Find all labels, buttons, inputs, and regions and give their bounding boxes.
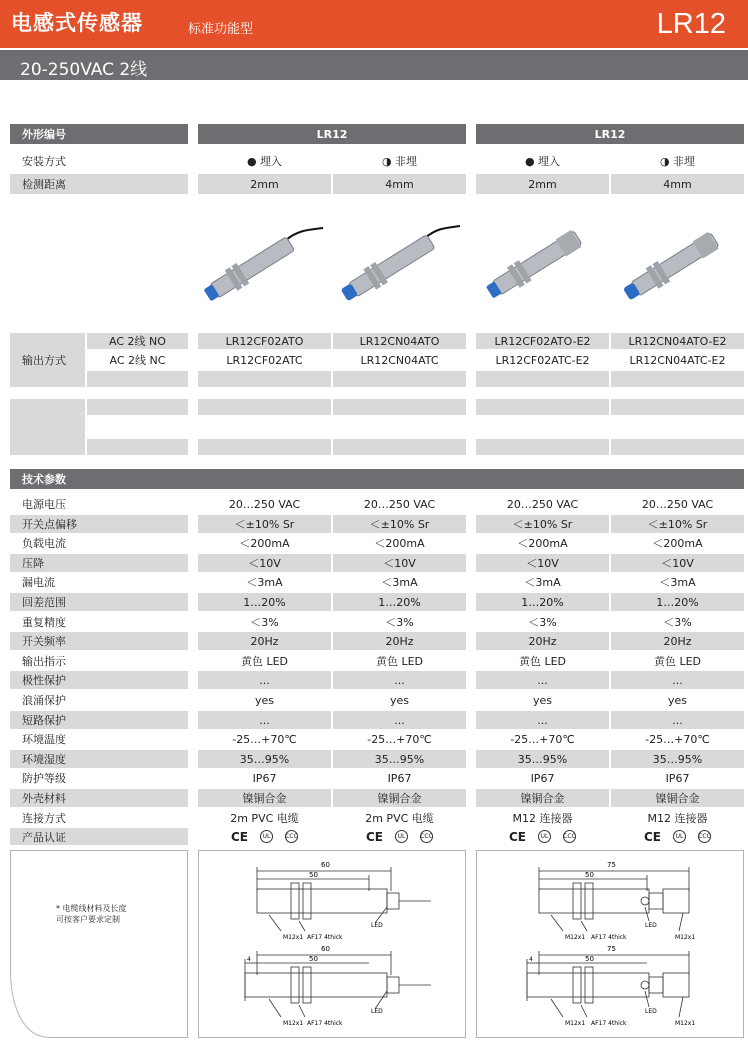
cert-label: 产品认证 (10, 828, 188, 845)
spec-value: ＜3% (663, 616, 692, 629)
ul-mark: UL (395, 830, 408, 843)
dim-af17: AF17 4thick (591, 934, 627, 941)
spec-label: 极性保护 (10, 671, 188, 689)
spec-value: yes (667, 693, 687, 707)
spec-value: -25…+70℃ (510, 732, 575, 746)
group-header-1: LR12 (198, 124, 466, 144)
spec-label: 开关频率 (10, 632, 188, 650)
spec-value: IP67 (530, 771, 555, 785)
dim-af17: AF17 4thick (307, 934, 343, 941)
spec-value: ＜10V (198, 554, 331, 572)
empty-cell (87, 399, 188, 415)
empty-cell (333, 371, 466, 387)
spec-label: 漏电流 (22, 576, 55, 589)
spec-value: ... (198, 671, 331, 689)
dim-total: 60 (321, 861, 330, 869)
spec-value: 1…20% (476, 593, 609, 611)
model-no: LR12CF02ATO-E2 (476, 333, 609, 349)
spec-value: ＜3mA (246, 576, 283, 589)
ul-mark: UL (673, 830, 686, 843)
distance-value: 4mm (333, 174, 466, 194)
dim-4: 4 (529, 956, 533, 963)
dim-m12: M12x1 (283, 1020, 304, 1027)
model-nc: LR12CF02ATC (226, 353, 303, 367)
spec-value: ＜3mA (524, 576, 561, 589)
spec-value: 20Hz (333, 632, 466, 650)
dim-body: 50 (585, 955, 594, 963)
spec-value: 20Hz (198, 632, 331, 650)
spec-value: ... (611, 711, 744, 729)
spec-value: ＜3% (385, 616, 414, 629)
spec-value: IP67 (665, 771, 690, 785)
spec-value: ＜3% (528, 616, 557, 629)
ce-mark: CE (365, 829, 383, 844)
spec-value: 镍铜合金 (476, 789, 609, 807)
spec-label: 浪涌保护 (22, 694, 66, 707)
model-nc: LR12CN04ATC (360, 353, 439, 367)
mount-value: ◑ 非埋 (381, 155, 418, 168)
dim-led: LED (371, 1008, 383, 1015)
cable-note: * 电缆线材料及长度 可按客户要求定制 (56, 904, 127, 924)
header-model: LR12 (656, 8, 726, 40)
spec-value: ... (333, 711, 466, 729)
spec-label: 短路保护 (10, 711, 188, 729)
spec-value: 35…95% (476, 750, 609, 768)
empty-cell (333, 399, 466, 415)
distance-value: 4mm (611, 174, 744, 194)
empty-cell (476, 371, 609, 387)
dim-led: LED (645, 1008, 657, 1015)
drawing-connector-panel (476, 850, 744, 1038)
empty-cell (476, 399, 609, 415)
empty-cell (10, 399, 85, 455)
subheader-text: 20-250VAC 2线 (20, 60, 148, 80)
mount-value: ◑ 非埋 (659, 155, 696, 168)
spec-label: 防护等级 (22, 772, 66, 785)
spec-value: M12 连接器 (512, 812, 573, 825)
cert-marks (198, 828, 331, 845)
spec-value: 20…250 VAC (506, 497, 579, 511)
ce-mark: CE (643, 829, 661, 844)
spec-value: ＜200mA (652, 537, 703, 550)
spec-value: ＜±10% Sr (333, 515, 466, 533)
spec-label: 外壳材料 (10, 789, 188, 807)
dim-m12: M12x1 (565, 1020, 586, 1027)
model-no: LR12CN04ATO (333, 333, 466, 349)
dim-led: LED (645, 922, 657, 929)
distance-label: 检测距离 (10, 174, 188, 194)
empty-cell (333, 439, 466, 455)
spec-value: IP67 (252, 771, 277, 785)
spec-value: 20Hz (476, 632, 609, 650)
specs-title: 技术参数 (10, 469, 744, 489)
spec-value: ... (476, 711, 609, 729)
spec-label: 环境温度 (22, 733, 66, 746)
dim-4: 4 (247, 956, 251, 963)
dimension-drawing-cable (199, 851, 465, 1037)
dim-total: 75 (607, 945, 616, 953)
dim-led: LED (371, 922, 383, 929)
dim-af17: AF17 4thick (307, 1020, 343, 1027)
subheader-bar (0, 50, 748, 80)
ccc-mark: CCC (420, 830, 433, 843)
spec-value: ＜200mA (374, 537, 425, 550)
note-panel (10, 850, 188, 1038)
spec-value: 2m PVC 电缆 (230, 812, 299, 825)
header-subtitle: 标准功能型 (188, 22, 254, 37)
spec-value: 镍铜合金 (611, 789, 744, 807)
model-no: LR12CN04ATO-E2 (611, 333, 744, 349)
spec-value: 1…20% (198, 593, 331, 611)
spec-value: ＜200mA (239, 537, 290, 550)
mount-value: ● 埋入 (524, 155, 561, 168)
ccc-mark: CCC (563, 830, 576, 843)
model-no: LR12CF02ATO (198, 333, 331, 349)
ccc-mark: CCC (285, 830, 298, 843)
spec-value: 35…95% (198, 750, 331, 768)
output-nc-label: AC 2线 NC (109, 354, 166, 367)
sensor-photo-connector (611, 200, 744, 320)
spec-label: 电源电压 (22, 498, 66, 511)
empty-cell (198, 371, 331, 387)
spec-value: ＜3mA (659, 576, 696, 589)
spec-value: ＜±10% Sr (611, 515, 744, 533)
spec-value: 黄色 LED (653, 655, 702, 668)
spec-value: ＜3mA (381, 576, 418, 589)
spec-value: 20Hz (611, 632, 744, 650)
dim-m12b: M12x1 (675, 1020, 696, 1027)
empty-cell (198, 439, 331, 455)
spec-value: 2m PVC 电缆 (365, 812, 434, 825)
spec-value: 镍铜合金 (333, 789, 466, 807)
dim-m12: M12x1 (283, 934, 304, 941)
empty-cell (87, 439, 188, 455)
ce-mark: CE (508, 829, 526, 844)
spec-value: 黄色 LED (240, 655, 289, 668)
cert-marks (333, 828, 466, 845)
spec-value: 20…250 VAC (363, 497, 436, 511)
sensor-photo-cable (333, 200, 466, 320)
spec-label: 压降 (10, 554, 188, 572)
spec-value: ... (476, 671, 609, 689)
output-label: 输出方式 (10, 333, 85, 387)
distance-value: 2mm (476, 174, 609, 194)
sensor-photo-connector (476, 200, 609, 320)
spec-value: -25…+70℃ (367, 732, 432, 746)
spec-label: 环境湿度 (10, 750, 188, 768)
spec-label: 输出指示 (22, 655, 66, 668)
spec-label: 开关点偏移 (10, 515, 188, 533)
dim-total: 60 (321, 945, 330, 953)
spec-value: 20…250 VAC (228, 497, 301, 511)
empty-cell (611, 439, 744, 455)
ccc-mark: CCC (698, 830, 711, 843)
spec-value: IP67 (387, 771, 412, 785)
spec-value: ＜3% (250, 616, 279, 629)
spec-label: 重复精度 (22, 616, 66, 629)
spec-value: -25…+70℃ (645, 732, 710, 746)
spec-value: ... (611, 671, 744, 689)
dim-af17: AF17 4thick (591, 1020, 627, 1027)
spec-value: 1…20% (333, 593, 466, 611)
spec-value: yes (254, 693, 274, 707)
spec-value: ... (333, 671, 466, 689)
sensor-photo-cable (198, 200, 331, 320)
mount-value: ● 埋入 (246, 155, 283, 168)
dim-m12b: M12x1 (675, 934, 696, 941)
spec-value: ＜±10% Sr (198, 515, 331, 533)
model-nc: LR12CN04ATC-E2 (629, 353, 726, 367)
empty-cell (198, 399, 331, 415)
spec-value: 1…20% (611, 593, 744, 611)
spec-value: ＜±10% Sr (476, 515, 609, 533)
spec-value: 35…95% (333, 750, 466, 768)
spec-value: ＜10V (333, 554, 466, 572)
output-no-label: AC 2线 NO (87, 333, 188, 349)
spec-value: yes (389, 693, 409, 707)
mount-label: 安装方式 (22, 155, 66, 168)
spec-label: 连接方式 (22, 812, 66, 825)
header-title: 电感式传感器 (11, 11, 143, 35)
cert-marks (611, 828, 744, 845)
spec-value: 黄色 LED (375, 655, 424, 668)
dimension-drawing-connector (477, 851, 743, 1037)
ce-mark: CE (230, 829, 248, 844)
spec-value: 35…95% (611, 750, 744, 768)
dim-body: 50 (309, 955, 318, 963)
spec-label: 负载电流 (22, 537, 66, 550)
spec-value: yes (532, 693, 552, 707)
row-label-header: 外形编号 (10, 124, 188, 144)
spec-label: 回差范围 (10, 593, 188, 611)
dim-m12: M12x1 (565, 934, 586, 941)
group-header-2: LR12 (476, 124, 744, 144)
spec-value: ＜10V (611, 554, 744, 572)
spec-value: 黄色 LED (518, 655, 567, 668)
spec-value: ＜10V (476, 554, 609, 572)
empty-cell (611, 371, 744, 387)
dim-body: 50 (309, 871, 318, 879)
spec-value: -25…+70℃ (232, 732, 297, 746)
empty-cell (476, 439, 609, 455)
drawing-cable-panel (198, 850, 466, 1038)
distance-value: 2mm (198, 174, 331, 194)
spec-value: M12 连接器 (647, 812, 708, 825)
empty-cell (611, 399, 744, 415)
header-bar (0, 0, 748, 48)
ul-mark: UL (260, 830, 273, 843)
dim-total: 75 (607, 861, 616, 869)
spec-value: ＜200mA (517, 537, 568, 550)
ul-mark: UL (538, 830, 551, 843)
spec-value: 20…250 VAC (641, 497, 714, 511)
empty-cell (87, 371, 188, 387)
model-nc: LR12CF02ATC-E2 (495, 353, 590, 367)
cert-marks (476, 828, 609, 845)
spec-value: 镍铜合金 (198, 789, 331, 807)
spec-value: ... (198, 711, 331, 729)
dim-body: 50 (585, 871, 594, 879)
